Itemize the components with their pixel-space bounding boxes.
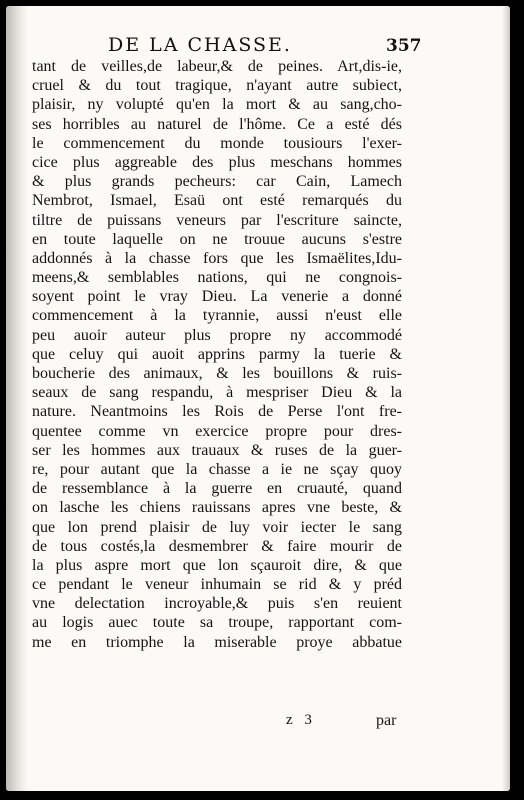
text-line: me en triomphe la miserable proye abbatue [32,633,402,651]
text-line: meens,& semblables nations, qui ne congnois- [32,269,402,287]
running-title: DE LA CHASSE. [108,34,292,56]
text-line: soyent point le vray Dieu. La venerie a donné [32,288,402,306]
text-line: au logis auec toute sa troupe, rapportant com- [32,614,402,632]
text-line: le commencement du monde tousiours l'exer- [32,134,402,152]
gutter-shadow [6,6,28,791]
text-line: commencement à la tyrannie, aussi n'eust elle [32,307,402,325]
text-line: & plus grands pecheurs: car Cain, Lamech [32,173,402,191]
text-line: addonnés à la chasse fors que les Ismaëlites,Idu- [32,249,402,267]
text-line: Nembrot, Ismael, Esaü ont esté remarqués du [32,192,402,210]
text-line: tant de veilles,de labeur,& de peines. Art,dis-ie, [32,58,402,75]
text-line: cruel & du tout tragique, n'ayant autre subiect, [32,77,402,95]
text-line: vne delectation incroyable,& puis s'en reuient [32,595,402,613]
text-line: boucherie des animaux, & les bouillons & ruis- [32,365,402,382]
text-line: de ressemblance à la guerre en cruauté, quand [32,480,402,498]
text-line: cice plus aggreable des plus meschans hommes [32,153,402,171]
text-line: la plus aspre mort que lon sçauroit dire, & que [32,556,402,574]
text-line: quentee comme vn exercice propre pour dres- [32,422,402,440]
page-footer [6,712,510,734]
page-number: 357 [386,36,422,56]
book-page [6,6,510,791]
text-line: ce pendant le veneur inhumain se rid & y préd [32,576,402,594]
catchword: par [376,712,397,729]
text-line: ser les hommes aux trauaux & ruses de la guer- [32,441,402,459]
text-line: en toute laquelle on ne trouue aucuns s'estre [32,230,402,248]
text-line: seaux de sang respandu, à mespriser Dieu & la [32,384,402,402]
text-line: peu auoir auteur plus propre ny accommodé [32,326,402,344]
page-edge-shadow [502,6,510,791]
text-line: ses horribles au naturel de l'hôme. Ce a esté dés [32,115,402,133]
text-line: que lon prend plaisir de luy voir iecter le sang [32,518,402,536]
page-header [6,24,510,58]
body-text [32,57,402,652]
text-line: plaisir, ny volupté qu'en la mort & au sang,cho- [32,96,402,114]
text-line: de tous costés,la desmembrer & faire mourir de [32,537,402,555]
text-line: tiltre de puissans veneurs par l'escriture saincte, [32,211,402,229]
text-line: nature. Neantmoins les Rois de Perse l'ont fre- [32,403,402,421]
text-line: on lasche les chiens rauissans apres vne beste, & [32,499,402,517]
text-line: que celuy qui auoit apprins parmy la tuerie & [32,345,402,363]
text-line: re, pour autant que la chasse a ie ne sçay quoy [32,460,402,478]
signature-mark: z 3 [286,712,316,728]
